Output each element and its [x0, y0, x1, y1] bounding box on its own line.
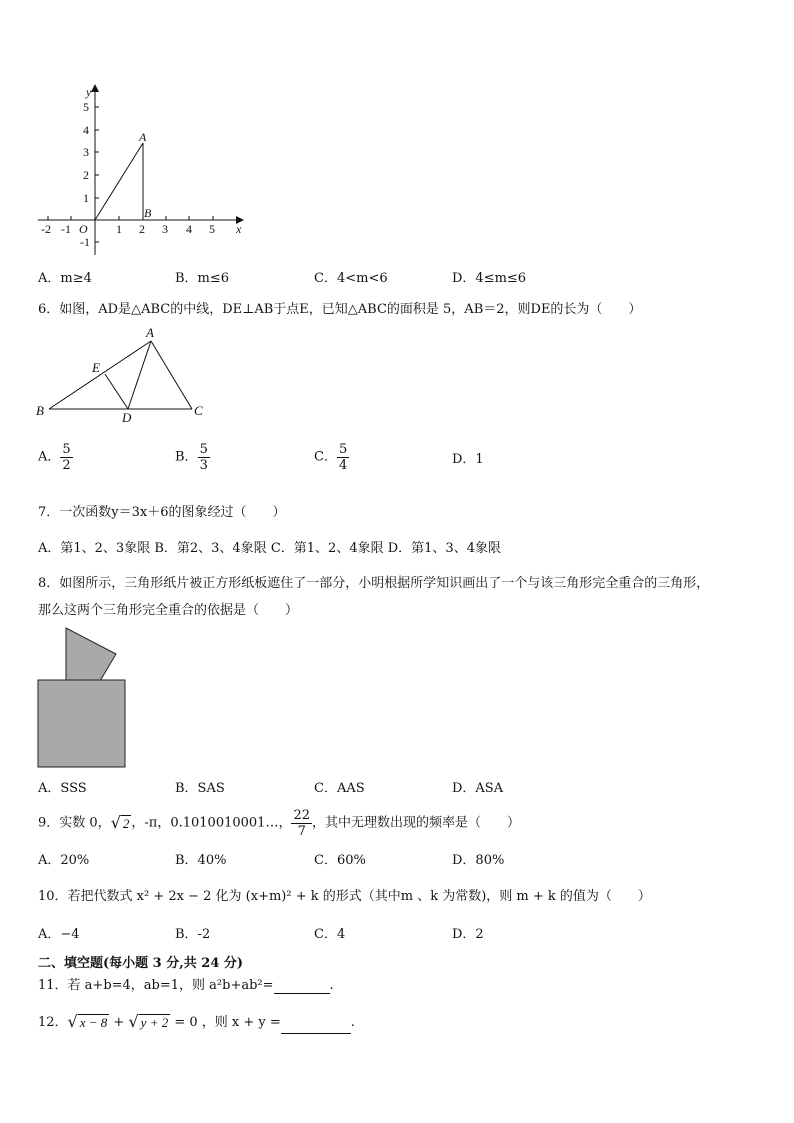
q12-answer-blank[interactable]: [281, 1019, 351, 1034]
q9-option-a[interactable]: A．20%: [38, 853, 90, 868]
q5-option-c[interactable]: C．4<m<6: [314, 271, 388, 286]
q5-option-d[interactable]: D．4≤m≤6: [452, 271, 527, 286]
vertex-d-label: D: [122, 410, 132, 425]
y-tick-3: 3: [83, 145, 89, 159]
q5-option-b[interactable]: B．m≤6: [175, 271, 230, 286]
q7-options[interactable]: A．第1、2、3象限 B．第2、3、4象限 C．第1、2、4象限 D．第1、3、4象限: [38, 541, 501, 556]
vertex-c-label: C: [194, 403, 203, 418]
q8-square-figure: [36, 626, 130, 771]
q6-option-c[interactable]: C． $\frac{5}{4}$: [314, 442, 348, 473]
q8-text-line2: 那么这两个三角形完全重合的依据是（ ）: [38, 603, 299, 618]
x-tick-neg1: -1: [61, 222, 71, 236]
section2-heading: 二、填空题(每小题 3 分,共 24 分): [38, 956, 244, 971]
q10-option-d[interactable]: D．2: [452, 927, 484, 942]
x-tick-neg2: -2: [41, 222, 51, 236]
q6-triangle-figure: [32, 325, 212, 425]
vertex-e-label: E: [92, 360, 100, 375]
y-tick-2: 2: [83, 168, 89, 182]
x-tick-4: 4: [186, 222, 192, 236]
q11-text: 11．若 a+b=4，ab=1，则 a²b+ab²= .: [38, 978, 334, 993]
y-axis-arrow: [91, 84, 99, 92]
y-axis-label: y: [86, 85, 92, 99]
q6-option-a[interactable]: A． $\frac{5}{2}$: [38, 442, 71, 473]
y-tick-5: 5: [83, 100, 89, 114]
q8-option-a[interactable]: A．SSS: [38, 781, 87, 796]
x-tick-1: 1: [116, 222, 122, 236]
x-tick-3: 3: [162, 222, 168, 236]
origin-label: O: [79, 222, 88, 236]
q8-text-line1: 8．如图所示，三角形纸片被正方形纸板遮住了一部分，小明根据所学知识画出了一个与该三角形完全重合的三角形，: [38, 576, 710, 591]
q7-text: 7．一次函数y＝3x＋6的图象经过（ ）: [38, 505, 286, 520]
y-tick-4: 4: [83, 123, 89, 137]
y-tick-neg1: -1: [80, 235, 90, 249]
x-axis-label: x: [236, 222, 242, 236]
q8-option-c[interactable]: C．AAS: [314, 781, 365, 796]
q9-option-c[interactable]: C．60%: [314, 853, 366, 868]
q6-text: 6．如图，AD是△ABC的中线，DE⊥AB于点E，已知△ABC的面积是 5，AB＝2，则DE的长为（ ）: [38, 302, 642, 317]
point-a-label: A: [139, 130, 147, 144]
square-board: [38, 680, 125, 767]
q11-answer-blank[interactable]: [274, 979, 330, 994]
q9-text: 9．实数 0，√ 2 ，-π，0.1010010001…， $\frac{22}{7}$ ，其中无理数出现的频率是（ ）: [38, 808, 521, 839]
point-b-label: B: [144, 206, 152, 220]
q9-option-b[interactable]: B．40%: [175, 853, 227, 868]
vertex-a-label: A: [146, 325, 154, 340]
q10-text: 10．若把代数式 x² + 2x − 2 化为 (x+m)² + k 的形式（其中m 、k 为常数)，则 m + k 的值为（ ）: [38, 889, 651, 904]
q5-option-a[interactable]: A．m≥4: [38, 271, 92, 286]
q10-option-c[interactable]: C．4: [314, 927, 346, 942]
q8-option-d[interactable]: D．ASA: [452, 781, 504, 796]
q10-option-b[interactable]: B．-2: [175, 927, 211, 942]
q6-option-d[interactable]: D．1: [452, 452, 484, 467]
vertex-b-label: B: [36, 403, 44, 418]
q8-option-b[interactable]: B．SAS: [175, 781, 225, 796]
q12-text: 12．√ x − 8 + √ y + 2 = 0 ，则 x + y = .: [38, 1012, 355, 1034]
q6-option-b[interactable]: B． $\frac{5}{3}$: [175, 442, 208, 473]
triangle-piece: [66, 628, 116, 681]
x-tick-2: 2: [139, 222, 145, 236]
segment-oa: [95, 143, 143, 220]
q9-option-d[interactable]: D．80%: [452, 853, 505, 868]
coordinate-graph: [30, 80, 260, 260]
y-tick-1: 1: [83, 191, 89, 205]
q10-option-a[interactable]: A．−4: [38, 927, 80, 942]
x-tick-5: 5: [209, 222, 215, 236]
